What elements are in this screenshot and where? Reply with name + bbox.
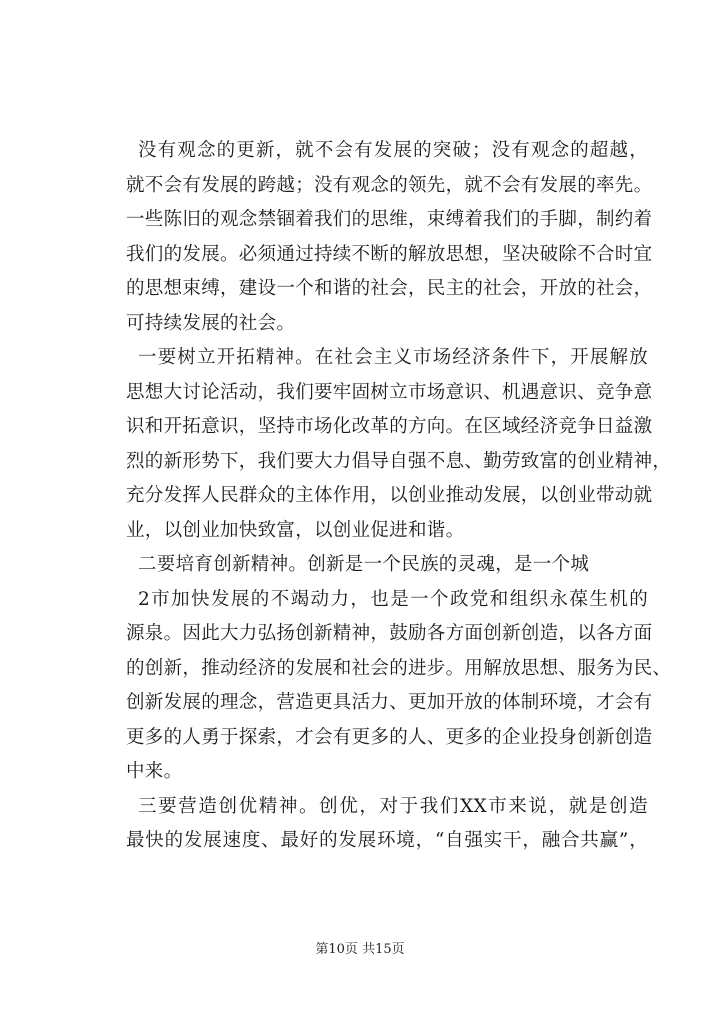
text-line: 的创新，推动经济的发展和社会的进步。用解放思想、服务为民、 xyxy=(126,657,672,679)
text-line: 思想大讨论活动，我们要牢固树立市场意识、机遇意识、竞争意 xyxy=(126,381,653,403)
page-number-footer: 第10页 共15页 xyxy=(315,942,405,957)
text-line: 更多的人勇于探索，才会有更多的人、更多的企业投身创新创造 xyxy=(126,726,653,748)
text-line: 我们的发展。必须通过持续不断的解放思想，坚决破除不合时宜 xyxy=(126,243,653,265)
text-line: 可持续发展的社会。 xyxy=(126,312,296,334)
document-body xyxy=(126,134,672,859)
text-line: 最快的发展速度、最好的发展环境，“自强实干，融合共赢”， xyxy=(126,830,648,851)
text-line: 中来。 xyxy=(126,761,183,782)
text-line: 识和开拓意识，坚持市场化改革的方向。在区域经济竞争日益激 xyxy=(126,416,653,437)
text-line: 一些陈旧的观念禁锢着我们的思维，束缚着我们的手脚，制约着 xyxy=(126,209,653,230)
text-line: 创新发展的理念，营造更具活力、更加开放的体制环境，才会有 xyxy=(126,692,653,713)
text-line: 没有观念的更新，就不会有发展的突破；没有观念的超越， xyxy=(138,140,648,161)
text-line: 就不会有发展的跨越；没有观念的领先，就不会有发展的率先。 xyxy=(126,174,653,196)
text-line: 业，以创业加快致富，以创业促进和谐。 xyxy=(126,519,465,541)
text-line: 三要营造创优精神。创优，对于我们XX市来说，就是创造 xyxy=(138,795,648,817)
text-line: 的思想束缚，建设一个和谐的社会，民主的社会，开放的社会， xyxy=(126,278,653,299)
text-line: 源泉。因此大力弘扬创新精神，鼓励各方面创新创造，以各方面 xyxy=(126,623,653,644)
text-line: 烈的新形势下，我们要大力倡导自强不息、勤劳致富的创业精神， xyxy=(126,450,672,472)
text-line: 一要树立开拓精神。在社会主义市场经济条件下，开展解放 xyxy=(138,347,648,368)
text-line: 二要培育创新精神。创新是一个民族的灵魂，是一个城 xyxy=(138,554,590,575)
text-line: 充分发挥人民群众的主体作用，以创业推动发展，以创业带动就 xyxy=(126,485,653,506)
text-line: 2市加快发展的不竭动力，也是一个政党和组织永葆生机的 xyxy=(138,588,648,610)
